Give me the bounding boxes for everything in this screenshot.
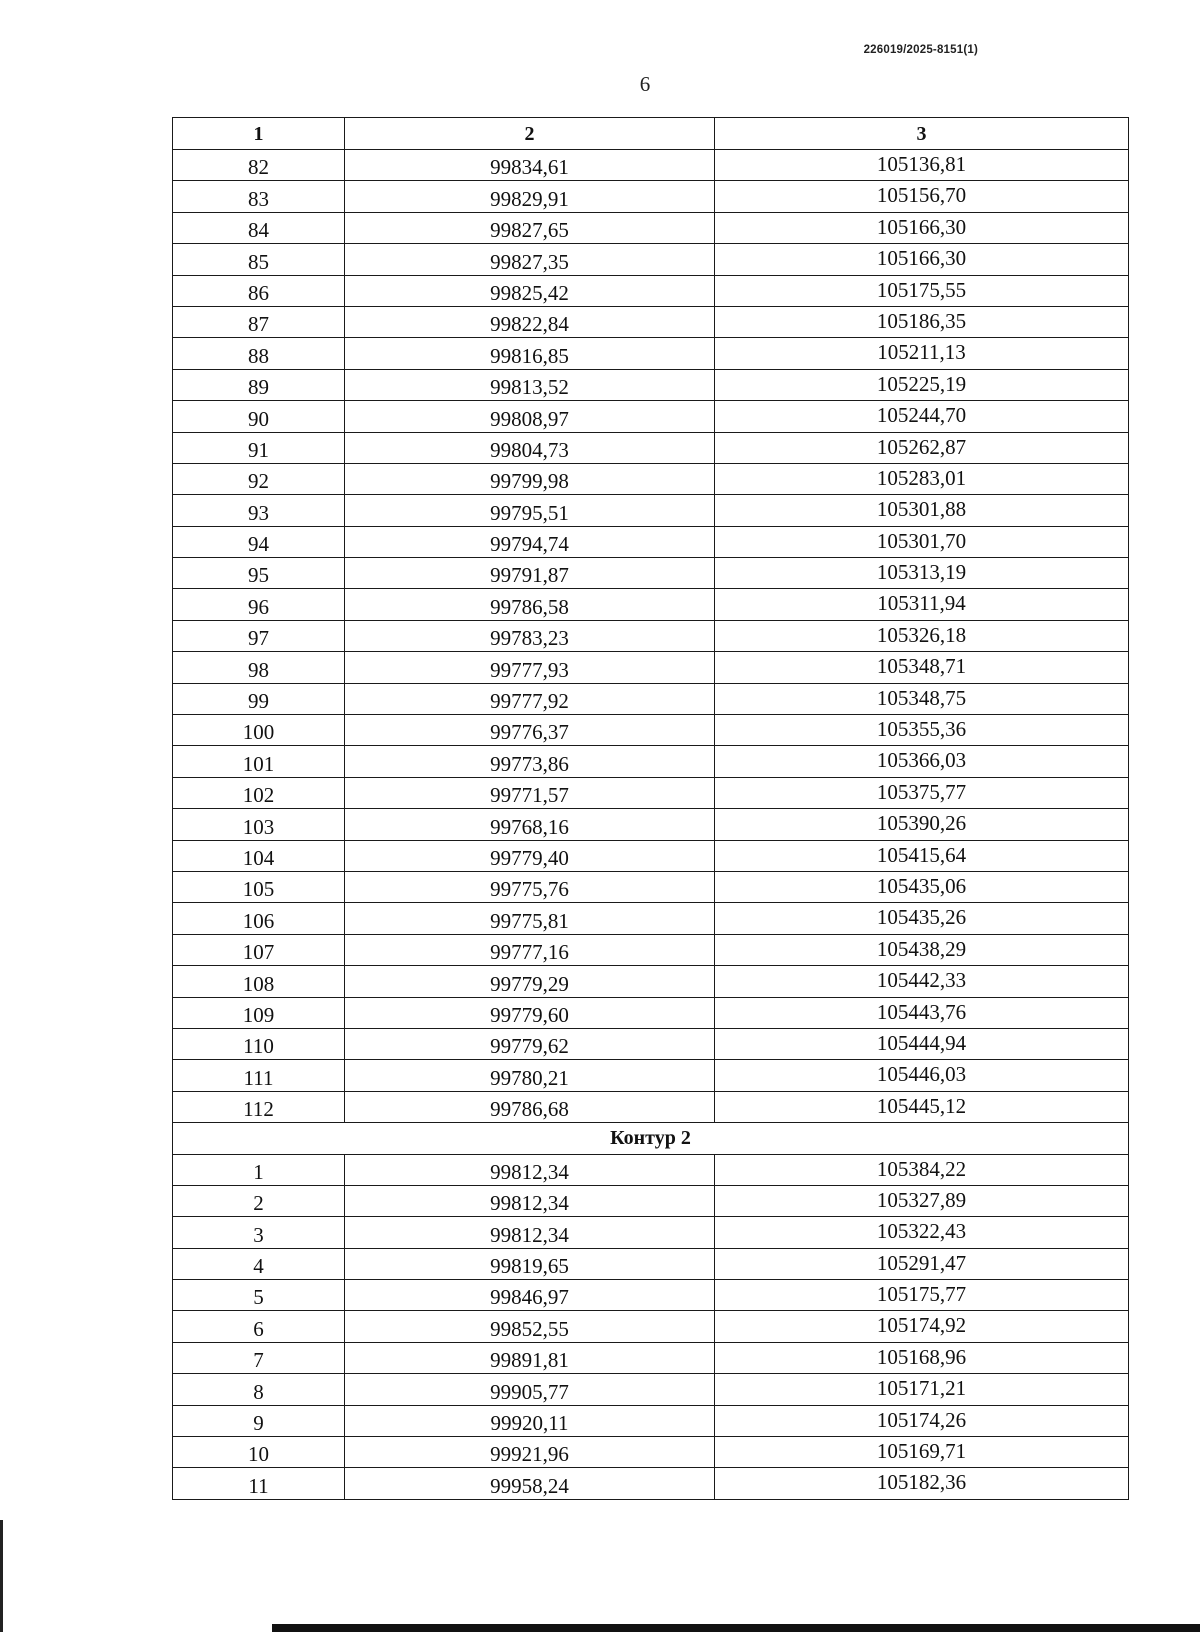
table-row bbox=[173, 338, 1129, 369]
point-number-cell: 103 bbox=[173, 809, 345, 840]
x-coordinate-cell: 99846,97 bbox=[345, 1280, 715, 1311]
x-coordinate-cell: 99812,34 bbox=[345, 1217, 715, 1248]
point-number-cell: 94 bbox=[173, 526, 345, 557]
table-row bbox=[173, 558, 1129, 589]
table-row bbox=[173, 1311, 1129, 1342]
y-coordinate-cell: 105390,26 bbox=[715, 809, 1129, 840]
table-row bbox=[173, 871, 1129, 902]
x-coordinate-cell: 99777,92 bbox=[345, 683, 715, 714]
x-coordinate-cell: 99829,91 bbox=[345, 181, 715, 212]
y-coordinate-cell: 105355,36 bbox=[715, 715, 1129, 746]
table-row bbox=[173, 934, 1129, 965]
table-row bbox=[173, 840, 1129, 871]
y-coordinate-cell: 105444,94 bbox=[715, 1028, 1129, 1059]
x-coordinate-cell: 99812,34 bbox=[345, 1154, 715, 1185]
y-coordinate-cell: 105182,36 bbox=[715, 1468, 1129, 1499]
point-number-cell: 104 bbox=[173, 840, 345, 871]
point-number-cell: 109 bbox=[173, 997, 345, 1028]
y-coordinate-cell: 105443,76 bbox=[715, 997, 1129, 1028]
x-coordinate-cell: 99905,77 bbox=[345, 1374, 715, 1405]
x-coordinate-cell: 99779,40 bbox=[345, 840, 715, 871]
table-row bbox=[173, 244, 1129, 275]
y-coordinate-cell: 105313,19 bbox=[715, 558, 1129, 589]
table-header bbox=[173, 118, 1129, 150]
point-number-cell: 84 bbox=[173, 212, 345, 243]
y-coordinate-cell: 105366,03 bbox=[715, 746, 1129, 777]
y-coordinate-cell: 105166,30 bbox=[715, 212, 1129, 243]
y-coordinate-cell: 105171,21 bbox=[715, 1374, 1129, 1405]
document-id: 226019/2025-8151(1) bbox=[863, 44, 978, 56]
y-coordinate-cell: 105174,26 bbox=[715, 1405, 1129, 1436]
point-number-cell: 6 bbox=[173, 1311, 345, 1342]
table-row bbox=[173, 306, 1129, 337]
table-row bbox=[173, 652, 1129, 683]
x-coordinate-cell: 99799,98 bbox=[345, 463, 715, 494]
point-number-cell: 101 bbox=[173, 746, 345, 777]
table-row bbox=[173, 275, 1129, 306]
header-x-coordinate: 2 bbox=[345, 118, 715, 150]
x-coordinate-cell: 99825,42 bbox=[345, 275, 715, 306]
y-coordinate-cell: 105156,70 bbox=[715, 181, 1129, 212]
table-row bbox=[173, 1217, 1129, 1248]
x-coordinate-cell: 99779,60 bbox=[345, 997, 715, 1028]
point-number-cell: 96 bbox=[173, 589, 345, 620]
x-coordinate-cell: 99958,24 bbox=[345, 1468, 715, 1499]
table-row bbox=[173, 589, 1129, 620]
x-coordinate-cell: 99808,97 bbox=[345, 401, 715, 432]
y-coordinate-cell: 105169,71 bbox=[715, 1437, 1129, 1468]
table-row bbox=[173, 1154, 1129, 1185]
table-row bbox=[173, 903, 1129, 934]
x-coordinate-cell: 99812,34 bbox=[345, 1185, 715, 1216]
y-coordinate-cell: 105415,64 bbox=[715, 840, 1129, 871]
table-row bbox=[173, 1028, 1129, 1059]
y-coordinate-cell: 105311,94 bbox=[715, 589, 1129, 620]
x-coordinate-cell: 99783,23 bbox=[345, 620, 715, 651]
point-number-cell: 105 bbox=[173, 871, 345, 902]
x-coordinate-cell: 99819,65 bbox=[345, 1248, 715, 1279]
x-coordinate-cell: 99920,11 bbox=[345, 1405, 715, 1436]
y-coordinate-cell: 105348,75 bbox=[715, 683, 1129, 714]
table-row bbox=[173, 401, 1129, 432]
y-coordinate-cell: 105166,30 bbox=[715, 244, 1129, 275]
y-coordinate-cell: 105442,33 bbox=[715, 966, 1129, 997]
point-number-cell: 88 bbox=[173, 338, 345, 369]
point-number-cell: 91 bbox=[173, 432, 345, 463]
point-number-cell: 82 bbox=[173, 150, 345, 181]
y-coordinate-cell: 105175,77 bbox=[715, 1280, 1129, 1311]
x-coordinate-cell: 99852,55 bbox=[345, 1311, 715, 1342]
point-number-cell: 111 bbox=[173, 1060, 345, 1091]
x-coordinate-cell: 99771,57 bbox=[345, 777, 715, 808]
x-coordinate-cell: 99776,37 bbox=[345, 715, 715, 746]
point-number-cell: 9 bbox=[173, 1405, 345, 1436]
table-row bbox=[173, 809, 1129, 840]
y-coordinate-cell: 105348,71 bbox=[715, 652, 1129, 683]
y-coordinate-cell: 105435,06 bbox=[715, 871, 1129, 902]
x-coordinate-cell: 99780,21 bbox=[345, 1060, 715, 1091]
table-row bbox=[173, 1405, 1129, 1436]
point-number-cell: 98 bbox=[173, 652, 345, 683]
x-coordinate-cell: 99777,93 bbox=[345, 652, 715, 683]
y-coordinate-cell: 105327,89 bbox=[715, 1185, 1129, 1216]
x-coordinate-cell: 99779,29 bbox=[345, 966, 715, 997]
x-coordinate-cell: 99816,85 bbox=[345, 338, 715, 369]
y-coordinate-cell: 105446,03 bbox=[715, 1060, 1129, 1091]
y-coordinate-cell: 105211,13 bbox=[715, 338, 1129, 369]
y-coordinate-cell: 105322,43 bbox=[715, 1217, 1129, 1248]
point-number-cell: 2 bbox=[173, 1185, 345, 1216]
x-coordinate-cell: 99827,65 bbox=[345, 212, 715, 243]
table-row bbox=[173, 1248, 1129, 1279]
point-number-cell: 3 bbox=[173, 1217, 345, 1248]
point-number-cell: 83 bbox=[173, 181, 345, 212]
x-coordinate-cell: 99786,68 bbox=[345, 1091, 715, 1122]
point-number-cell: 11 bbox=[173, 1468, 345, 1499]
x-coordinate-cell: 99822,84 bbox=[345, 306, 715, 337]
y-coordinate-cell: 105435,26 bbox=[715, 903, 1129, 934]
coordinates-table bbox=[172, 117, 1129, 1500]
header-y-coordinate: 3 bbox=[715, 118, 1129, 150]
x-coordinate-cell: 99773,86 bbox=[345, 746, 715, 777]
table-row bbox=[173, 966, 1129, 997]
point-number-cell: 106 bbox=[173, 903, 345, 934]
table-row bbox=[173, 1091, 1129, 1122]
table-row bbox=[173, 212, 1129, 243]
x-coordinate-cell: 99786,58 bbox=[345, 589, 715, 620]
table-row bbox=[173, 1468, 1129, 1499]
y-coordinate-cell: 105136,81 bbox=[715, 150, 1129, 181]
y-coordinate-cell: 105291,47 bbox=[715, 1248, 1129, 1279]
point-number-cell: 97 bbox=[173, 620, 345, 651]
y-coordinate-cell: 105225,19 bbox=[715, 369, 1129, 400]
y-coordinate-cell: 105175,55 bbox=[715, 275, 1129, 306]
table-row bbox=[173, 495, 1129, 526]
section-title-row bbox=[173, 1123, 1129, 1154]
x-coordinate-cell: 99795,51 bbox=[345, 495, 715, 526]
point-number-cell: 7 bbox=[173, 1342, 345, 1373]
table-row bbox=[173, 683, 1129, 714]
y-coordinate-cell: 105384,22 bbox=[715, 1154, 1129, 1185]
y-coordinate-cell: 105301,88 bbox=[715, 495, 1129, 526]
x-coordinate-cell: 99921,96 bbox=[345, 1437, 715, 1468]
point-number-cell: 4 bbox=[173, 1248, 345, 1279]
y-coordinate-cell: 105244,70 bbox=[715, 401, 1129, 432]
x-coordinate-cell: 99775,76 bbox=[345, 871, 715, 902]
table-body bbox=[173, 150, 1129, 1500]
table-row bbox=[173, 463, 1129, 494]
point-number-cell: 108 bbox=[173, 966, 345, 997]
x-coordinate-cell: 99834,61 bbox=[345, 150, 715, 181]
point-number-cell: 92 bbox=[173, 463, 345, 494]
table-row bbox=[173, 1185, 1129, 1216]
point-number-cell: 10 bbox=[173, 1437, 345, 1468]
point-number-cell: 110 bbox=[173, 1028, 345, 1059]
x-coordinate-cell: 99891,81 bbox=[345, 1342, 715, 1373]
y-coordinate-cell: 105301,70 bbox=[715, 526, 1129, 557]
x-coordinate-cell: 99791,87 bbox=[345, 558, 715, 589]
x-coordinate-cell: 99794,74 bbox=[345, 526, 715, 557]
table-row bbox=[173, 777, 1129, 808]
section-title: Контур 2 bbox=[173, 1123, 1129, 1154]
x-coordinate-cell: 99779,62 bbox=[345, 1028, 715, 1059]
y-coordinate-cell: 105283,01 bbox=[715, 463, 1129, 494]
x-coordinate-cell: 99813,52 bbox=[345, 369, 715, 400]
table-row bbox=[173, 1280, 1129, 1311]
point-number-cell: 86 bbox=[173, 275, 345, 306]
point-number-cell: 5 bbox=[173, 1280, 345, 1311]
table-row bbox=[173, 1342, 1129, 1373]
y-coordinate-cell: 105262,87 bbox=[715, 432, 1129, 463]
point-number-cell: 112 bbox=[173, 1091, 345, 1122]
point-number-cell: 93 bbox=[173, 495, 345, 526]
y-coordinate-cell: 105174,92 bbox=[715, 1311, 1129, 1342]
point-number-cell: 89 bbox=[173, 369, 345, 400]
table-row bbox=[173, 1437, 1129, 1468]
x-coordinate-cell: 99827,35 bbox=[345, 244, 715, 275]
y-coordinate-cell: 105326,18 bbox=[715, 620, 1129, 651]
table-row bbox=[173, 620, 1129, 651]
table-row bbox=[173, 1060, 1129, 1091]
x-coordinate-cell: 99804,73 bbox=[345, 432, 715, 463]
point-number-cell: 107 bbox=[173, 934, 345, 965]
x-coordinate-cell: 99775,81 bbox=[345, 903, 715, 934]
table-row bbox=[173, 432, 1129, 463]
table-row bbox=[173, 746, 1129, 777]
table-row bbox=[173, 181, 1129, 212]
table-row bbox=[173, 150, 1129, 181]
table-row bbox=[173, 1374, 1129, 1405]
table-row bbox=[173, 997, 1129, 1028]
point-number-cell: 95 bbox=[173, 558, 345, 589]
point-number-cell: 99 bbox=[173, 683, 345, 714]
point-number-cell: 100 bbox=[173, 715, 345, 746]
y-coordinate-cell: 105168,96 bbox=[715, 1342, 1129, 1373]
table-row bbox=[173, 526, 1129, 557]
point-number-cell: 1 bbox=[173, 1154, 345, 1185]
y-coordinate-cell: 105186,35 bbox=[715, 306, 1129, 337]
scan-bottom-border bbox=[272, 1624, 1200, 1632]
table-row bbox=[173, 715, 1129, 746]
page-number: 6 bbox=[639, 72, 651, 96]
header-row bbox=[173, 118, 1129, 150]
point-number-cell: 87 bbox=[173, 306, 345, 337]
y-coordinate-cell: 105445,12 bbox=[715, 1091, 1129, 1122]
x-coordinate-cell: 99768,16 bbox=[345, 809, 715, 840]
x-coordinate-cell: 99777,16 bbox=[345, 934, 715, 965]
scan-left-edge-mark bbox=[0, 1520, 3, 1632]
y-coordinate-cell: 105375,77 bbox=[715, 777, 1129, 808]
table-row bbox=[173, 369, 1129, 400]
point-number-cell: 85 bbox=[173, 244, 345, 275]
point-number-cell: 102 bbox=[173, 777, 345, 808]
header-point-number: 1 bbox=[173, 118, 345, 150]
point-number-cell: 8 bbox=[173, 1374, 345, 1405]
y-coordinate-cell: 105438,29 bbox=[715, 934, 1129, 965]
point-number-cell: 90 bbox=[173, 401, 345, 432]
